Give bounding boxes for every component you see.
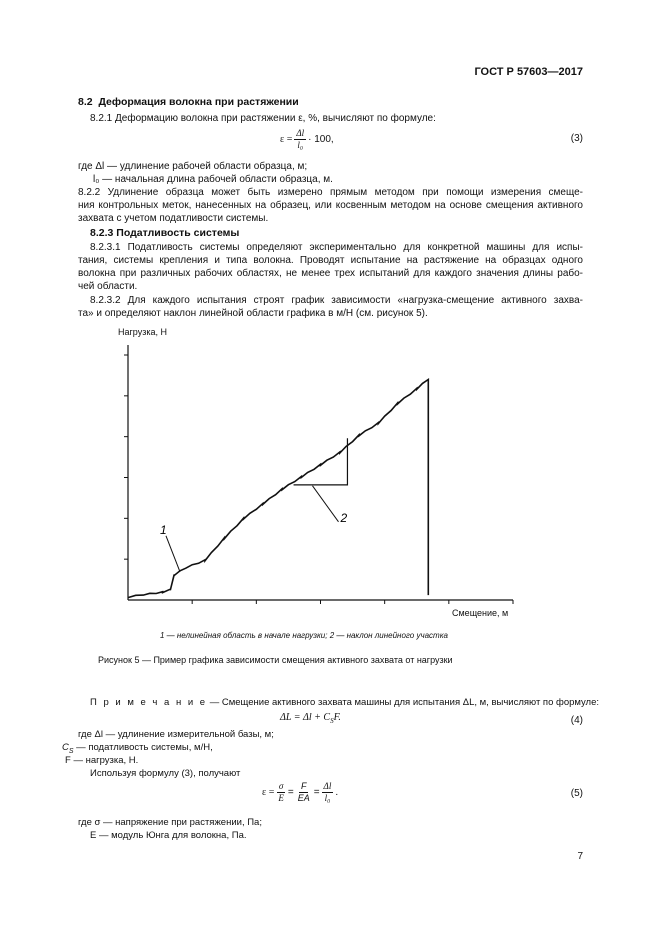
paragraph-8-2-2-line1: 8.2.2 Удлинение образца может быть измерено прямым методом при помощи измерения смеще- <box>78 187 583 198</box>
page-number: 7 <box>577 851 583 862</box>
formula-3-fraction <box>294 128 306 151</box>
note-where-cs <box>62 742 213 755</box>
formula-4-number: (4) <box>570 715 583 726</box>
note-where-dl: где Δl — удлинение измерительной базы, м; <box>78 729 274 740</box>
note-where-e: E — модуль Юнга для волокна, Па. <box>90 830 247 841</box>
paragraph-8-2-3-1-line1: 8.2.3.1 Податливость системы определяют экспериментально для конкретной машины для испы- <box>90 242 583 253</box>
formula-3 <box>280 128 334 151</box>
load-displacement-chart <box>100 330 520 620</box>
formula-3-rhs: · 100, <box>308 134 334 145</box>
curve-label-1: 1 <box>159 522 167 537</box>
formula-4-sub: S <box>330 717 334 725</box>
formula-4-end: F. <box>333 712 341 723</box>
paragraph-8-2-1: 8.2.1 Деформацию волокна при растяжении ε, %, вычисляют по формуле: <box>90 113 436 124</box>
formula-5-lhs: ε = <box>262 787 275 798</box>
formula-4 <box>280 712 341 725</box>
formula-5-n2: F <box>300 781 307 791</box>
leader-line-1 <box>166 536 180 572</box>
formula-3-lhs: ε = <box>280 134 293 145</box>
chart-ylabel: Нагрузка, Н <box>118 327 167 337</box>
formula-5-frac-3 <box>322 781 334 804</box>
document-code: ГОСТ Р 57603—2017 <box>474 66 583 78</box>
leader-line-2 <box>313 486 339 522</box>
paragraph-8-2-3-2-line1: 8.2.3.2 Для каждого испытания строят график зависимости «нагрузка-смещение активного захва- <box>90 295 583 306</box>
paragraph-8-2-3-1-line3: волокна при различных рабочих областях, не менее трех испытаний для каждого значения длины рабо- <box>78 268 583 279</box>
paragraph-8-2-2-line3: захвата с учетом податливости системы. <box>78 213 269 224</box>
curve-label-2: 2 <box>340 510 348 525</box>
formula-5-d2: EA <box>297 793 310 803</box>
note-lead: П р и м е ч а н и е <box>90 697 208 708</box>
formula-3-num: Δl <box>296 128 305 138</box>
section-number: 8.2 <box>78 96 93 108</box>
note-cs-sub: S <box>68 747 74 755</box>
formula-3-number: (3) <box>570 133 583 144</box>
note-cs-text: — податливость системы, м/Н, <box>73 742 213 753</box>
subsection-title: 8.2.3 Податливость системы <box>90 227 240 239</box>
chart-ticks <box>124 355 513 604</box>
formula-5-period: . <box>335 787 339 798</box>
formula-5-frac-1 <box>276 781 286 804</box>
chart-frame <box>128 345 513 600</box>
where-dl: где Δl — удлинение рабочей области образца, м; <box>78 161 308 172</box>
figure-legend: 1 — нелинейная область в начале нагрузки; 2 — наклон линейного участка <box>160 631 448 640</box>
note-body: — Смещение активного захвата машины для испытания ΔL, м, вычисляют по формуле: <box>207 697 600 708</box>
formula-5 <box>262 781 338 804</box>
note-where-sigma: где σ — напряжение при растяжении, Па; <box>78 817 262 828</box>
note-where-f: F — нагрузка, Н. <box>65 755 139 766</box>
where-l0: l₀ — начальная длина рабочей области образца, м. <box>93 174 333 185</box>
note-using: Используя формулу (3), получают <box>90 768 241 779</box>
formula-5-eq1: = <box>287 787 294 798</box>
load-displacement-curve <box>128 380 428 598</box>
section-title: Деформация волокна при растяжении <box>98 96 299 108</box>
paragraph-8-2-3-1-line2: тания, системы крепления и типа волокна. Проводят испытание на растяжение на образцах одного <box>78 255 583 266</box>
formula-5-number: (5) <box>570 788 583 799</box>
paragraph-8-2-2-line2: ния контрольных меток, нанесенных на образец, или косвенным методом на основе смещения активного <box>78 200 583 211</box>
chart-xlabel: Смещение, м <box>452 608 509 618</box>
formula-4-main: ΔL = Δl + C <box>280 712 331 723</box>
formula-5-d3: l₀ <box>324 793 331 803</box>
paragraph-8-2-3-1-line4: чей области. <box>78 281 138 292</box>
formula-3-den: l₀ <box>297 140 304 150</box>
note-text <box>90 697 599 708</box>
figure-caption: Рисунок 5 — Пример графика зависимости смещения активного захвата от нагрузки <box>98 655 453 665</box>
paragraph-8-2-3-2-line2: та» и определяют наклон линейной области графика в м/Н (см. рисунок 5). <box>78 308 428 319</box>
formula-5-n3: Δl <box>323 781 332 791</box>
formula-5-n1: σ <box>278 781 284 791</box>
note-cs-symbol: C <box>62 742 69 753</box>
formula-5-d1: E <box>278 793 284 803</box>
formula-5-eq2: = <box>313 787 320 798</box>
formula-5-frac-2 <box>296 781 312 804</box>
section-heading <box>78 96 299 108</box>
